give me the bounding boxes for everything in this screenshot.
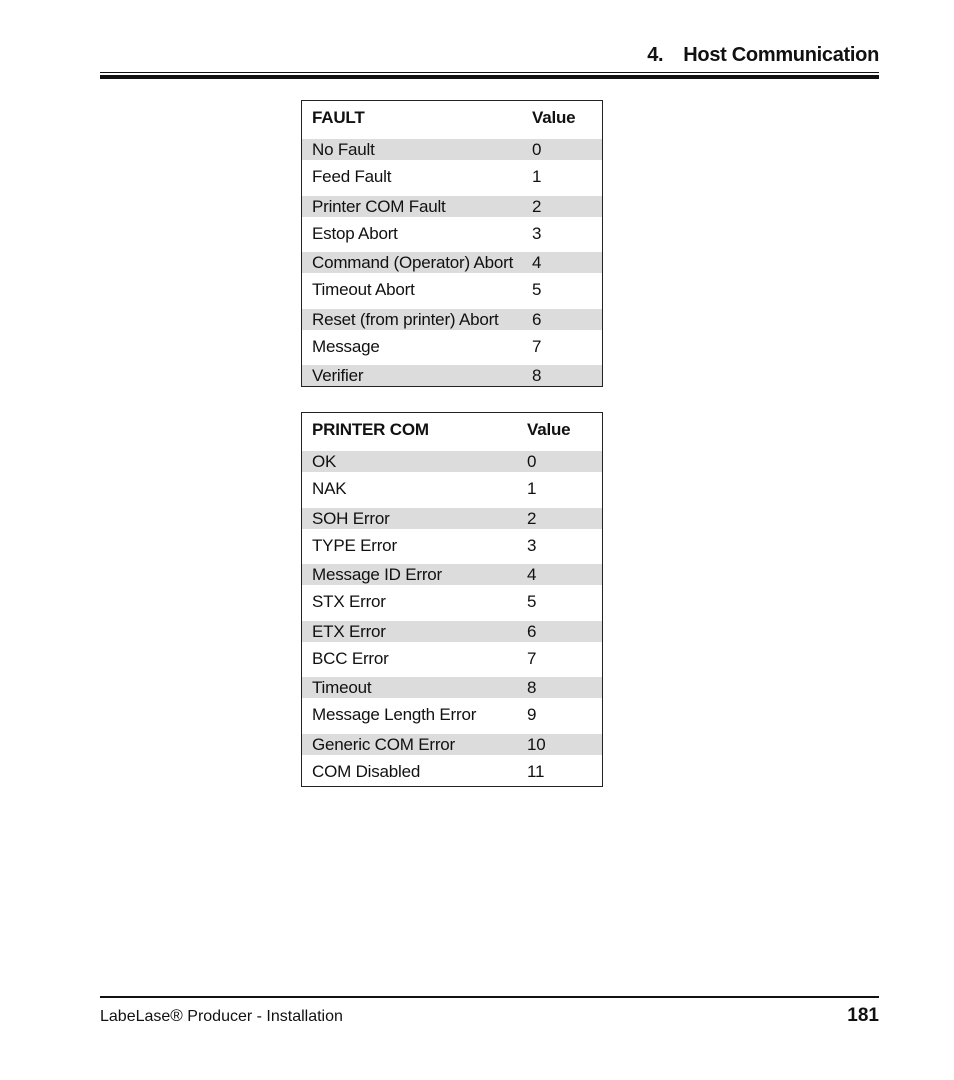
- printer-com-value: 3: [527, 535, 537, 555]
- registered-trademark-symbol: ®: [170, 1006, 183, 1025]
- table-row: [302, 333, 602, 362]
- table-row: [302, 139, 602, 160]
- table-row: [302, 621, 602, 642]
- printer-com-name: NAK: [312, 479, 347, 498]
- fault-name: Printer COM Fault: [312, 196, 446, 216]
- fault-table-header-row: [302, 101, 602, 135]
- table-row: [302, 758, 602, 787]
- table-row: [302, 645, 602, 674]
- table-row: [302, 677, 602, 698]
- printer-com-value: 9: [527, 705, 537, 724]
- footer-product: LabeLase: [100, 1008, 171, 1025]
- printer-com-name: BCC Error: [312, 648, 389, 668]
- fault-column-header: FAULT: [312, 108, 365, 127]
- table-row: [302, 252, 602, 273]
- fault-name: Command (Operator) Abort: [312, 253, 514, 272]
- table-row: [302, 475, 602, 504]
- header-rule-thin: [100, 72, 879, 73]
- fault-table: [301, 100, 603, 387]
- printer-com-value-column-header: Value: [527, 420, 571, 439]
- fault-value: 4: [532, 253, 542, 272]
- table-row: [302, 451, 602, 472]
- fault-name: Verifier: [312, 366, 364, 385]
- table-row: [302, 196, 602, 217]
- table-row: [302, 276, 602, 305]
- printer-com-name: ETX Error: [312, 621, 386, 641]
- footer-rule: [100, 996, 879, 998]
- fault-value-column-header: Value: [532, 108, 576, 127]
- printer-com-name: Generic COM Error: [312, 734, 456, 754]
- fault-name: Timeout Abort: [312, 280, 415, 299]
- table-row: [302, 508, 602, 529]
- printer-com-value: 6: [527, 621, 537, 641]
- printer-com-table: [301, 412, 603, 787]
- fault-value: 8: [532, 366, 542, 385]
- fault-name: Estop Abort: [312, 223, 398, 243]
- printer-com-name: SOH Error: [312, 508, 390, 528]
- printer-com-value: 4: [527, 565, 537, 584]
- printer-com-value: 1: [527, 479, 537, 498]
- printer-com-value: 0: [527, 452, 537, 471]
- fault-name: Message: [312, 336, 380, 356]
- table-row: [302, 163, 602, 192]
- fault-value: 0: [532, 140, 542, 159]
- fault-value: 6: [532, 309, 542, 329]
- printer-com-value: 8: [527, 678, 537, 697]
- fault-name: Feed Fault: [312, 167, 392, 186]
- printer-com-name: Message ID Error: [312, 565, 443, 584]
- printer-com-name: Message Length Error: [312, 705, 477, 724]
- fault-name: No Fault: [312, 140, 375, 159]
- printer-com-value: 7: [527, 648, 537, 668]
- chapter-number: 4.: [647, 44, 664, 66]
- chapter-title: [647, 44, 879, 67]
- footer-subtitle: Producer - Installation: [182, 1008, 343, 1025]
- fault-value: 7: [532, 336, 542, 356]
- printer-com-name: OK: [312, 452, 337, 471]
- footer-product-name: [100, 1006, 343, 1026]
- chapter-title-text: Host Communication: [683, 44, 879, 66]
- table-row: [302, 564, 602, 585]
- table-row: [302, 532, 602, 561]
- printer-com-name: Timeout: [312, 678, 372, 697]
- fault-value: 5: [532, 280, 542, 299]
- printer-com-name: COM Disabled: [312, 761, 421, 781]
- table-row: [302, 701, 602, 730]
- page-number: 181: [847, 1005, 879, 1026]
- table-row: [302, 588, 602, 617]
- printer-com-value: 2: [527, 508, 537, 528]
- table-row: [302, 365, 602, 386]
- printer-com-value: 10: [527, 734, 546, 754]
- fault-value: 2: [532, 196, 542, 216]
- table-row: [302, 309, 602, 330]
- printer-com-value: 11: [527, 761, 545, 781]
- page-header: [100, 44, 879, 84]
- header-rule-thick: [100, 75, 879, 79]
- fault-value: 1: [532, 167, 542, 186]
- table-row: [302, 220, 602, 249]
- printer-com-name: STX Error: [312, 592, 386, 611]
- printer-com-column-header: PRINTER COM: [312, 420, 429, 439]
- printer-com-name: TYPE Error: [312, 535, 397, 555]
- fault-value: 3: [532, 223, 542, 243]
- fault-name: Reset (from printer) Abort: [312, 309, 499, 329]
- printer-com-table-header-row: [302, 413, 602, 447]
- table-row: [302, 734, 602, 755]
- printer-com-value: 5: [527, 592, 537, 611]
